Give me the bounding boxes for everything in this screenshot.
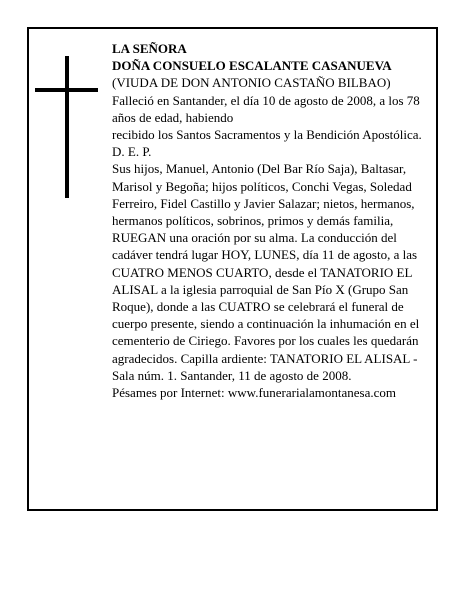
sacraments-line: recibido los Santos Sacramentos y la Bendición Apostólica. — [112, 127, 422, 143]
funeral-details: RUEGAN una oración por su alma. La conducción del cadáver tendrá lugar HOY, LUNES, día 11 de agosto, a las CUATRO MENOS CUARTO, desde el TANATORIO EL ALISAL a la iglesia parroquial de San Pío X (Grupo San Roque), donde a las CUATRO se celebrará el funeral de cuerpo presente, siendo a continuación la inhumación en el cementerio de Ciriego. Favores por los cuales les quedarán agradecidos. Capilla ardiente: TANATORIO EL ALISAL - Sala núm. 1. Santander, 11 de agosto de 2008. — [112, 230, 420, 383]
obituary-text — [112, 40, 432, 401]
cross-icon — [65, 56, 69, 198]
deceased-name: DOÑA CONSUELO ESCALANTE CASANUEVA — [112, 58, 392, 74]
condolences-line: Pésames por Internet: www.funerarialamontanesa.com — [112, 385, 396, 401]
cross-icon-bar — [35, 88, 98, 92]
death-details: Falleció en Santander, el día 10 de agosto de 2008, a los 78 años de edad, habiendo — [112, 92, 420, 125]
rip-line: D. E. P. — [112, 144, 152, 160]
family-list: Sus hijos, Manuel, Antonio (Del Bar Río Saja), Baltasar, Marisol y Begoña; hijos políticos, Conchi Vegas, Soledad Ferreiro, Fidel Castillo y Javier Salazar; nietos, hermanos, hermanos políticos, sobrinos, primos y demás familia, — [112, 161, 415, 229]
widow-of: (VIUDA DE DON ANTONIO CASTAÑO BILBAO) — [112, 75, 391, 91]
notice-title: LA SEÑORA — [112, 41, 187, 56]
